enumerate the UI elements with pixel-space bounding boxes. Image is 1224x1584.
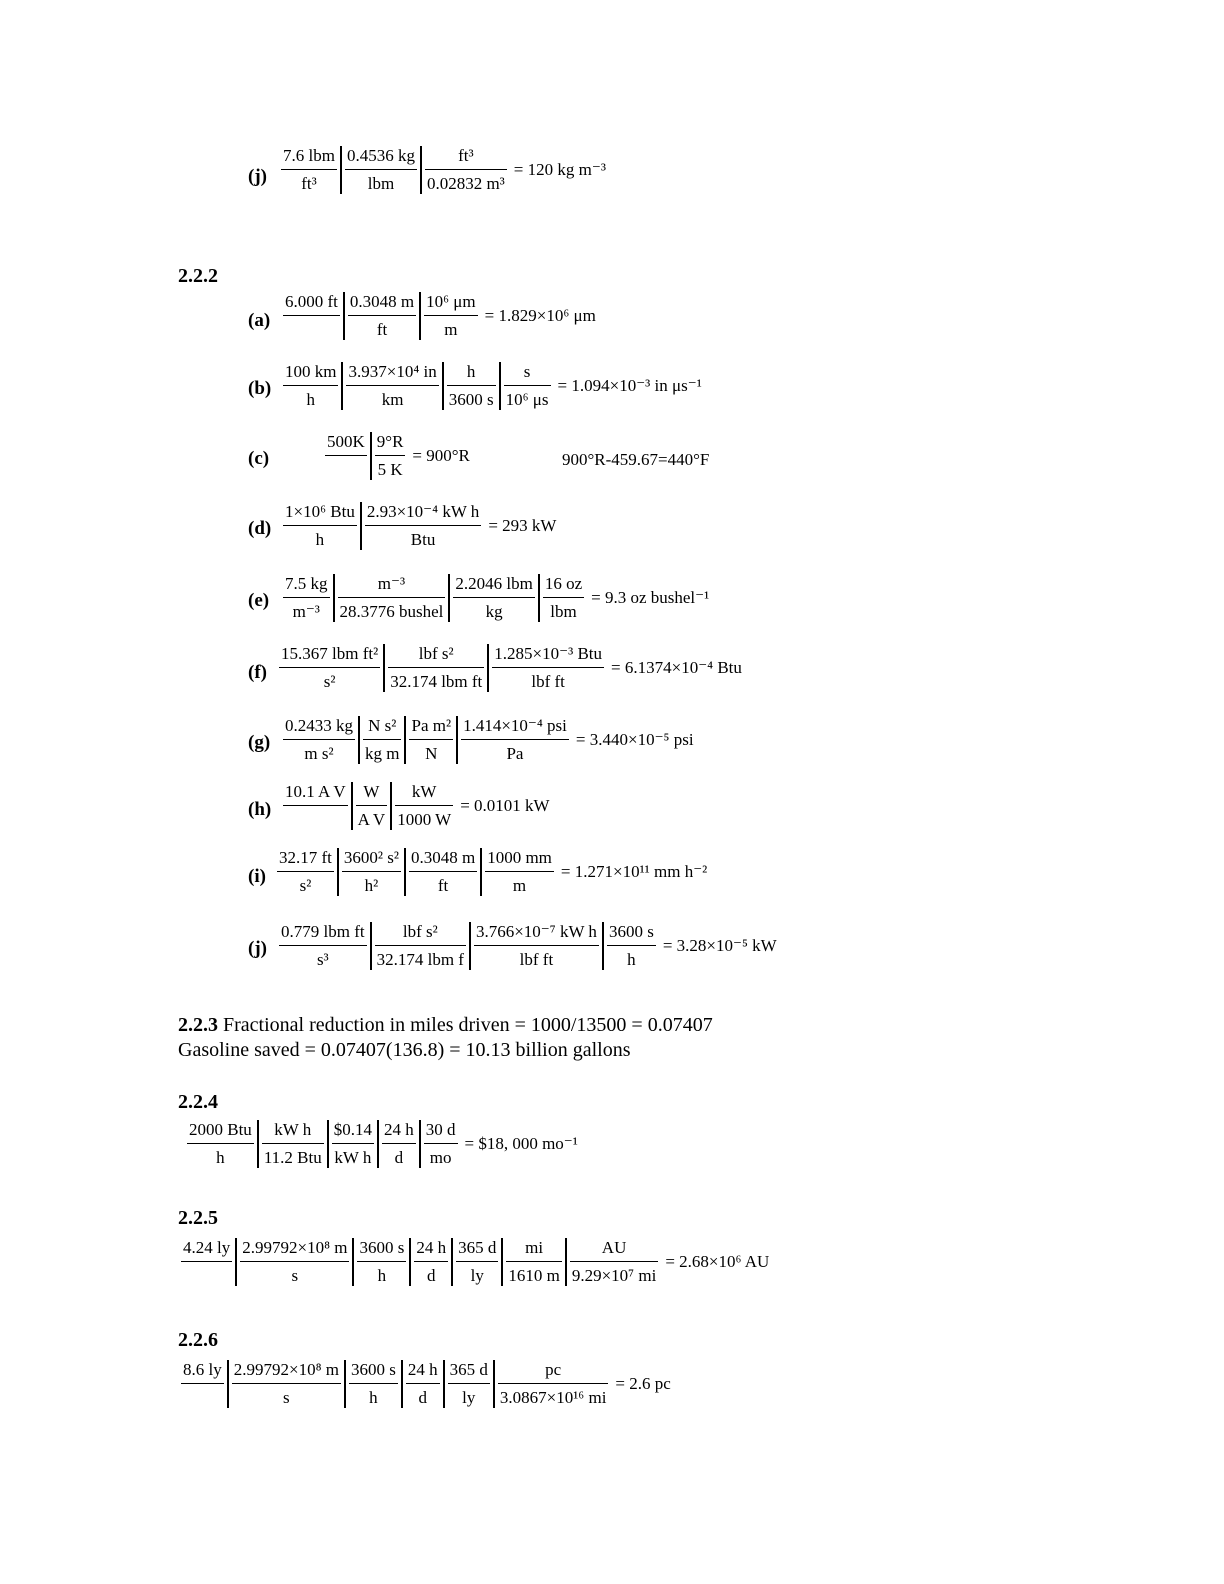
factor-numerator: 3.766×10⁻⁷ kW h xyxy=(474,922,599,946)
factor-numerator: N s² xyxy=(363,716,401,740)
part-label: (f) xyxy=(248,662,267,683)
conversion-factor xyxy=(322,432,370,480)
factor-numerator: mi xyxy=(506,1238,561,1262)
conversion-factor xyxy=(358,716,404,764)
factor-denominator xyxy=(283,806,348,830)
factor-denominator: 1610 m xyxy=(508,1266,560,1285)
factor-numerator: 0.2433 kg xyxy=(283,716,355,740)
factor-numerator: 32.17 ft xyxy=(277,848,334,872)
conversion-factor xyxy=(383,644,487,692)
factor-numerator: 2.99792×10⁸ m xyxy=(232,1360,341,1384)
factor-numerator: 3600 s xyxy=(349,1360,398,1384)
section-2-2-3-line-1 xyxy=(178,1014,713,1037)
factor-denominator: h² xyxy=(364,876,379,895)
factor-denominator: ly xyxy=(470,1266,484,1285)
factor-denominator: 5 K xyxy=(377,460,403,479)
conversion-result: = 1.829×10⁶ μm xyxy=(484,306,596,325)
conversion-factor xyxy=(420,146,510,194)
factor-denominator: lbm xyxy=(367,174,395,193)
conversion-factor xyxy=(442,362,499,410)
part-label: (h) xyxy=(248,799,272,820)
conversion-factor xyxy=(351,782,391,830)
factor-numerator: lbf s² xyxy=(388,644,484,668)
factor-numerator: 1×10⁶ Btu xyxy=(283,502,357,526)
conversion-factor xyxy=(337,848,404,896)
conversion-factor xyxy=(419,1120,461,1168)
conversion-factor xyxy=(280,362,341,410)
conversion-chain xyxy=(280,502,556,550)
factor-numerator: 7.6 lbm xyxy=(281,146,337,170)
conversion-factor xyxy=(451,1238,501,1286)
conversion-factor xyxy=(469,922,602,970)
conversion-factor xyxy=(404,848,480,896)
factor-denominator: m⁻³ xyxy=(292,602,320,621)
conversion-chain xyxy=(280,716,694,764)
conversion-factor xyxy=(340,146,420,194)
conversion-factor xyxy=(333,574,449,622)
factor-numerator: 0.4536 kg xyxy=(345,146,417,170)
factor-denominator: s xyxy=(283,1388,290,1407)
conversion-factor xyxy=(501,1238,564,1286)
conversion-factor xyxy=(409,1238,451,1286)
factor-numerator: 1.414×10⁻⁴ psi xyxy=(461,716,569,740)
conversion-factor xyxy=(404,716,456,764)
factor-denominator: kg m xyxy=(365,744,400,763)
section-heading-2-2-2: 2.2.2 xyxy=(178,265,218,287)
factor-numerator: kW h xyxy=(262,1120,324,1144)
factor-numerator: 500K xyxy=(325,432,367,456)
factor-denominator: 11.2 Btu xyxy=(263,1148,322,1167)
conversion-chain xyxy=(280,292,596,340)
factor-numerator: 3600² s² xyxy=(342,848,401,872)
factor-denominator: kW h xyxy=(334,1148,372,1167)
conversion-factor xyxy=(370,432,409,480)
section-heading-2-2-6: 2.2.6 xyxy=(178,1329,218,1351)
part-label: (i) xyxy=(248,866,266,887)
part-label: (b) xyxy=(248,378,272,399)
factor-numerator: s xyxy=(504,362,551,386)
conversion-factor xyxy=(493,1360,612,1408)
factor-denominator: h xyxy=(377,1266,387,1285)
conversion-chain xyxy=(322,432,470,480)
factor-denominator xyxy=(283,316,340,340)
conversion-factor xyxy=(456,716,572,764)
conversion-factor xyxy=(278,146,340,194)
factor-denominator: mo xyxy=(429,1148,452,1167)
conversion-factor xyxy=(480,848,557,896)
factor-denominator: 1000 W xyxy=(397,810,452,829)
conversion-factor xyxy=(443,1360,493,1408)
factor-numerator: lbf s² xyxy=(375,922,466,946)
conversion-factor xyxy=(401,1360,443,1408)
factor-denominator: lbm xyxy=(550,602,577,621)
factor-numerator: kW xyxy=(395,782,453,806)
conversion-factor xyxy=(419,292,481,340)
factor-denominator: N xyxy=(425,744,438,763)
factor-denominator: m s² xyxy=(304,744,334,763)
factor-numerator: 365 d xyxy=(448,1360,490,1384)
conversion-result: = $18, 000 mo⁻¹ xyxy=(464,1134,578,1153)
factor-denominator: m xyxy=(512,876,527,895)
factor-numerator: 3600 s xyxy=(357,1238,406,1262)
conversion-factor xyxy=(280,716,358,764)
factor-numerator: 2.99792×10⁸ m xyxy=(240,1238,349,1262)
conversion-factor xyxy=(370,922,469,970)
conversion-chain xyxy=(274,848,707,896)
factor-numerator: 15.367 lbm ft² xyxy=(279,644,380,668)
conversion-factor xyxy=(184,1120,257,1168)
factor-denominator: 0.02832 m³ xyxy=(426,174,505,193)
conversion-factor xyxy=(390,782,456,830)
factor-denominator: lbf ft xyxy=(531,672,565,691)
conversion-factor xyxy=(344,1360,401,1408)
factor-denominator: 3.0867×10¹⁶ mi xyxy=(499,1388,607,1407)
conversion-factor xyxy=(178,1360,227,1408)
conversion-factor xyxy=(276,922,370,970)
factor-numerator: ft³ xyxy=(425,146,507,170)
part-label: (g) xyxy=(248,732,271,753)
factor-numerator: 8.6 ly xyxy=(181,1360,224,1384)
conversion-result: = 1.094×10⁻³ in μs⁻¹ xyxy=(557,376,702,395)
factor-denominator: ft³ xyxy=(301,174,317,193)
factor-numerator: 24 h xyxy=(414,1238,448,1262)
conversion-result: = 120 kg m⁻³ xyxy=(513,160,606,179)
conversion-factor xyxy=(227,1360,344,1408)
factor-numerator: 100 km xyxy=(283,362,338,386)
factor-numerator: 2000 Btu xyxy=(187,1120,254,1144)
factor-denominator xyxy=(325,456,367,480)
factor-numerator: 7.5 kg xyxy=(283,574,330,598)
conversion-result: = 6.1374×10⁻⁴ Btu xyxy=(611,658,742,677)
conversion-factor xyxy=(341,362,441,410)
factor-denominator: d xyxy=(418,1388,427,1407)
factor-numerator: 2.2046 lbm xyxy=(453,574,534,598)
factor-denominator: 28.3776 bushel xyxy=(339,602,444,621)
conversion-factor xyxy=(448,574,537,622)
conversion-result: = 2.68×10⁶ AU xyxy=(665,1252,770,1271)
factor-numerator: m⁻³ xyxy=(338,574,446,598)
part-label: (e) xyxy=(248,590,270,611)
conversion-result: = 2.6 pc xyxy=(615,1374,671,1393)
conversion-chain xyxy=(276,644,742,692)
factor-denominator: s³ xyxy=(316,950,329,969)
conversion-factor xyxy=(602,922,659,970)
conversion-factor xyxy=(487,644,607,692)
factor-numerator: 0.779 lbm ft xyxy=(279,922,367,946)
factor-denominator: 9.29×10⁷ mi xyxy=(571,1266,657,1285)
conversion-chain xyxy=(280,362,702,410)
conversion-factor xyxy=(565,1238,661,1286)
conversion-factor xyxy=(343,292,419,340)
factor-numerator: 3.937×10⁴ in xyxy=(346,362,438,386)
conversion-chain xyxy=(280,574,709,622)
part-label: (d) xyxy=(248,518,272,539)
factor-numerator: 10⁶ μm xyxy=(424,292,478,316)
conversion-note: 900°R-459.67=440°F xyxy=(562,450,710,469)
factor-denominator: 3600 s xyxy=(448,390,494,409)
conversion-result: = 3.28×10⁻⁵ kW xyxy=(662,936,777,955)
conversion-factor xyxy=(280,292,343,340)
factor-denominator: lbf ft xyxy=(519,950,554,969)
factor-denominator: d xyxy=(394,1148,404,1167)
factor-numerator: AU xyxy=(570,1238,658,1262)
conversion-result: = 293 kW xyxy=(488,516,557,535)
factor-numerator: W xyxy=(356,782,388,806)
conversion-factor xyxy=(327,1120,377,1168)
part-label: (c) xyxy=(248,448,270,469)
factor-numerator: 10.1 A V xyxy=(283,782,348,806)
factor-denominator: km xyxy=(381,390,404,409)
factor-numerator: 30 d xyxy=(424,1120,458,1144)
part-label: (a) xyxy=(248,310,271,331)
factor-numerator: 0.3048 m xyxy=(348,292,416,316)
factor-denominator: m xyxy=(444,320,458,339)
conversion-factor xyxy=(274,848,337,896)
factor-denominator: 10⁶ μs xyxy=(505,390,549,409)
factor-numerator: 3600 s xyxy=(607,922,656,946)
factor-numerator: 1000 mm xyxy=(485,848,554,872)
conversion-factor xyxy=(499,362,554,410)
conversion-chain xyxy=(280,782,550,830)
conversion-factor xyxy=(276,644,383,692)
conversion-chain xyxy=(178,1238,769,1286)
factor-denominator: A V xyxy=(357,810,386,829)
part-label: (j) xyxy=(248,938,267,959)
factor-numerator: pc xyxy=(498,1360,609,1384)
conversion-factor xyxy=(280,782,351,830)
section-heading-2-2-5: 2.2.5 xyxy=(178,1207,218,1229)
conversion-chain xyxy=(178,1360,671,1408)
conversion-result: = 1.271×10¹¹ mm h⁻² xyxy=(560,862,708,881)
factor-numerator: Pa m² xyxy=(409,716,453,740)
factor-numerator: h xyxy=(447,362,496,386)
factor-denominator xyxy=(181,1384,224,1408)
factor-numerator: 16 oz xyxy=(543,574,584,598)
factor-denominator: h xyxy=(306,390,315,409)
conversion-result: = 0.0101 kW xyxy=(460,796,550,815)
conversion-chain xyxy=(184,1120,578,1168)
conversion-result: = 9.3 oz bushel⁻¹ xyxy=(591,588,710,607)
conversion-result: = 900°R xyxy=(412,446,470,465)
section-heading-2-2-3: 2.2.3 xyxy=(178,1014,218,1036)
factor-numerator: 2.93×10⁻⁴ kW h xyxy=(365,502,481,526)
factor-denominator: kg xyxy=(485,602,503,621)
conversion-factor xyxy=(257,1120,327,1168)
conversion-chain xyxy=(276,922,777,970)
factor-denominator: h xyxy=(369,1388,378,1407)
factor-denominator: Pa xyxy=(506,744,524,763)
section-heading-2-2-4: 2.2.4 xyxy=(178,1091,218,1113)
factor-denominator: h xyxy=(315,530,325,549)
factor-denominator: h xyxy=(216,1148,225,1167)
fractional-reduction-text: Fractional reduction in miles driven = 1000/13500 = 0.07407 xyxy=(223,1014,713,1036)
factor-numerator: 1.285×10⁻³ Btu xyxy=(492,644,604,668)
conversion-chain xyxy=(278,146,606,194)
gasoline-saved-text: Gasoline saved = 0.07407(136.8) = 10.13 billion gallons xyxy=(178,1039,631,1061)
factor-denominator: ft xyxy=(376,320,388,339)
factor-denominator: 32.174 lbm ft xyxy=(390,672,483,691)
factor-denominator: Btu xyxy=(410,530,436,549)
factor-denominator: ft xyxy=(437,876,449,895)
factor-numerator: 24 h xyxy=(406,1360,440,1384)
factor-numerator: 0.3048 m xyxy=(409,848,477,872)
factor-denominator: ly xyxy=(462,1388,476,1407)
factor-numerator: 6.000 ft xyxy=(283,292,340,316)
factor-numerator: 24 h xyxy=(382,1120,416,1144)
factor-numerator: 4.24 ly xyxy=(181,1238,232,1262)
factor-numerator: 9°R xyxy=(375,432,406,456)
part-label: (j) xyxy=(248,166,267,187)
factor-denominator: h xyxy=(627,950,636,969)
conversion-factor xyxy=(280,574,333,622)
factor-numerator: $0.14 xyxy=(332,1120,374,1144)
conversion-result: = 3.440×10⁻⁵ psi xyxy=(575,730,694,749)
conversion-factor xyxy=(360,502,484,550)
conversion-factor xyxy=(538,574,587,622)
conversion-factor xyxy=(352,1238,409,1286)
factor-denominator: s² xyxy=(299,876,312,895)
factor-denominator: 32.174 lbm f xyxy=(376,950,464,969)
conversion-factor xyxy=(280,502,360,550)
factor-denominator: d xyxy=(426,1266,436,1285)
factor-numerator: 365 d xyxy=(456,1238,498,1262)
conversion-factor xyxy=(235,1238,352,1286)
conversion-factor xyxy=(377,1120,419,1168)
factor-denominator xyxy=(181,1262,232,1286)
factor-denominator: s² xyxy=(323,672,336,691)
conversion-factor xyxy=(178,1238,235,1286)
factor-denominator: s xyxy=(291,1266,299,1285)
